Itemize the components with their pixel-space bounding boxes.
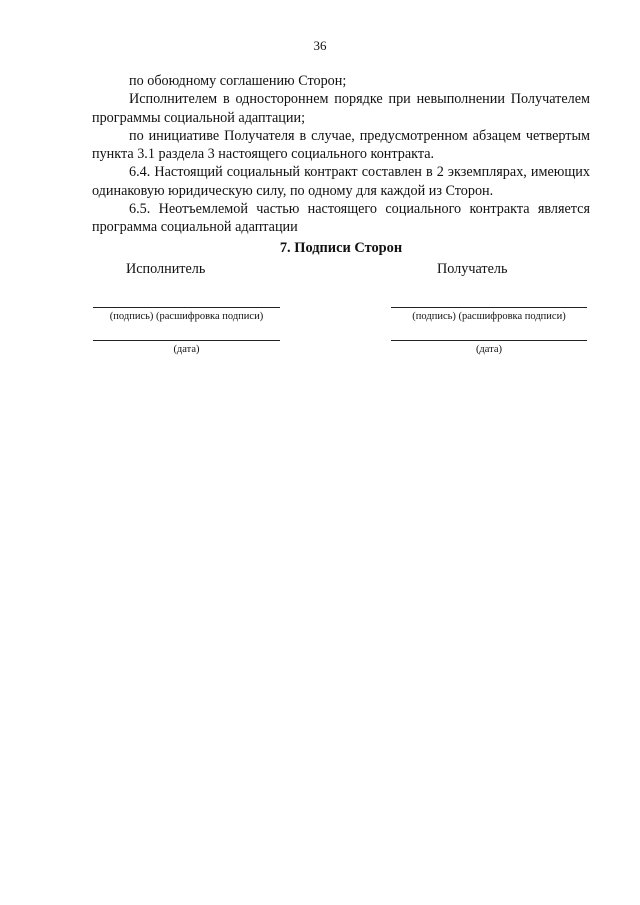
recipient-signature-line	[391, 307, 587, 308]
paragraph-mutual-agreement: по обоюдному соглашению Сторон;	[129, 73, 347, 89]
paragraph-executor-unilateral: Исполнителем в одностороннем порядке при невыполнении Получателем программы социальной адаптации;	[92, 91, 590, 126]
party-label-executor: Исполнитель	[126, 261, 206, 277]
paragraph-6-4: 6.4. Настоящий социальный контракт составлен в 2 экземплярах, имеющих одинаковую юридическую силу, по одному для каждой из Сторон.	[92, 164, 590, 199]
recipient-date-caption: (дата)	[475, 344, 503, 355]
page-number: 36	[313, 38, 327, 53]
executor-date-line	[93, 340, 280, 341]
recipient-signature-caption: (подпись) (расшифровка подписи)	[412, 311, 566, 322]
paragraph-recipient-initiative: по инициативе Получателя в случае, предусмотренном абзацем четвертым пункта 3.1 раздела 3 настоящего социального контракта.	[92, 127, 590, 163]
paragraph-6-5: 6.5. Неотъемлемой частью настоящего социального контракта является программа социальной адаптации	[92, 201, 590, 236]
executor-date-caption: (дата)	[173, 344, 200, 355]
recipient-date-line	[391, 340, 587, 341]
party-label-recipient: Получатель	[437, 261, 508, 277]
executor-signature-caption: (подпись) (расшифровка подписи)	[109, 311, 264, 322]
section-heading-signatures: 7. Подписи Сторон	[279, 239, 403, 256]
document-body	[92, 72, 590, 257]
executor-signature-line	[93, 307, 280, 308]
